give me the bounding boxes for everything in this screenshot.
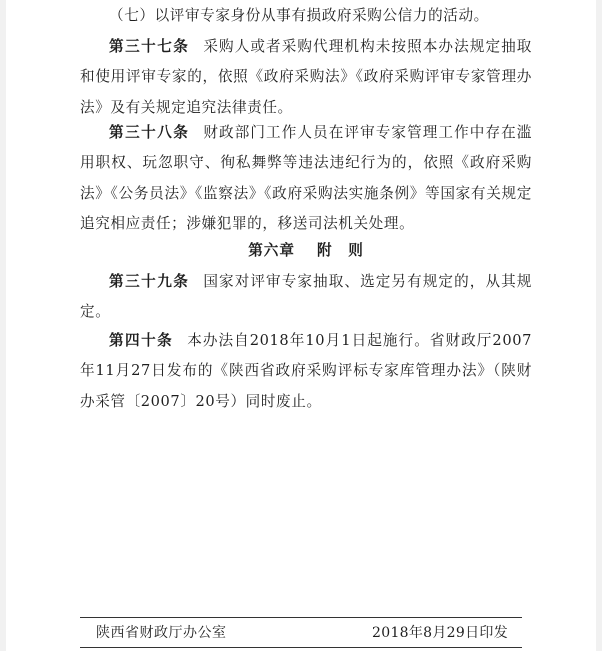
article-39-text: 国家对评审专家抽取、选定另有规定的，从其规定。 <box>80 273 532 321</box>
article-39-title: 第三十九条 <box>109 273 190 290</box>
footer-issuer: 陕西省财政厅办公室 <box>96 625 227 641</box>
page-left-margin <box>0 0 6 651</box>
article-37-text: 采购人或者采购代理机构未按照本办法规定抽取和使用评审专家的，依照《政府采购法》《政府采购评审专家管理办法》及有关规定追究法律责任。 <box>80 38 532 116</box>
article-40-paragraph <box>80 326 532 417</box>
footer <box>80 620 522 646</box>
article-37-paragraph <box>80 32 532 123</box>
footer-date: 2018年8月29日印发 <box>372 625 508 641</box>
article-38-title: 第三十八条 <box>109 124 190 141</box>
chapter-6-heading <box>80 236 532 266</box>
article-38-text: 财政部门工作人员在评审专家管理工作中存在滥用职权、玩忽职守、徇私舞弊等违法违纪行为的，依照《政府采购法》《公务员法》《监察法》《政府采购法实施条例》等国家有关规定追究相应责任；涉嫌犯罪的，移送司法机关处理。 <box>80 124 532 233</box>
article-38-paragraph <box>80 118 532 240</box>
footer-top-rule <box>80 617 522 618</box>
article-37-title: 第三十七条 <box>109 38 190 55</box>
item-7-text: （七）以评审专家身份从事有损政府采购公信力的活动。 <box>109 7 489 24</box>
footer-bottom-rule <box>80 647 522 648</box>
chapter-6-number: 第六章 <box>248 242 295 259</box>
item-7-paragraph <box>80 1 532 31</box>
chapter-6-name: 附 则 <box>317 242 364 259</box>
page-right-margin <box>596 0 602 651</box>
article-40-title: 第四十条 <box>109 332 174 349</box>
article-39-paragraph <box>80 267 532 328</box>
article-40-text: 本办法自2018年10月1日起施行。省财政厅2007年11月27日发布的《陕西省政府采购评标专家库管理办法》（陕财办采管〔2007〕20号）同时废止。 <box>80 332 532 410</box>
